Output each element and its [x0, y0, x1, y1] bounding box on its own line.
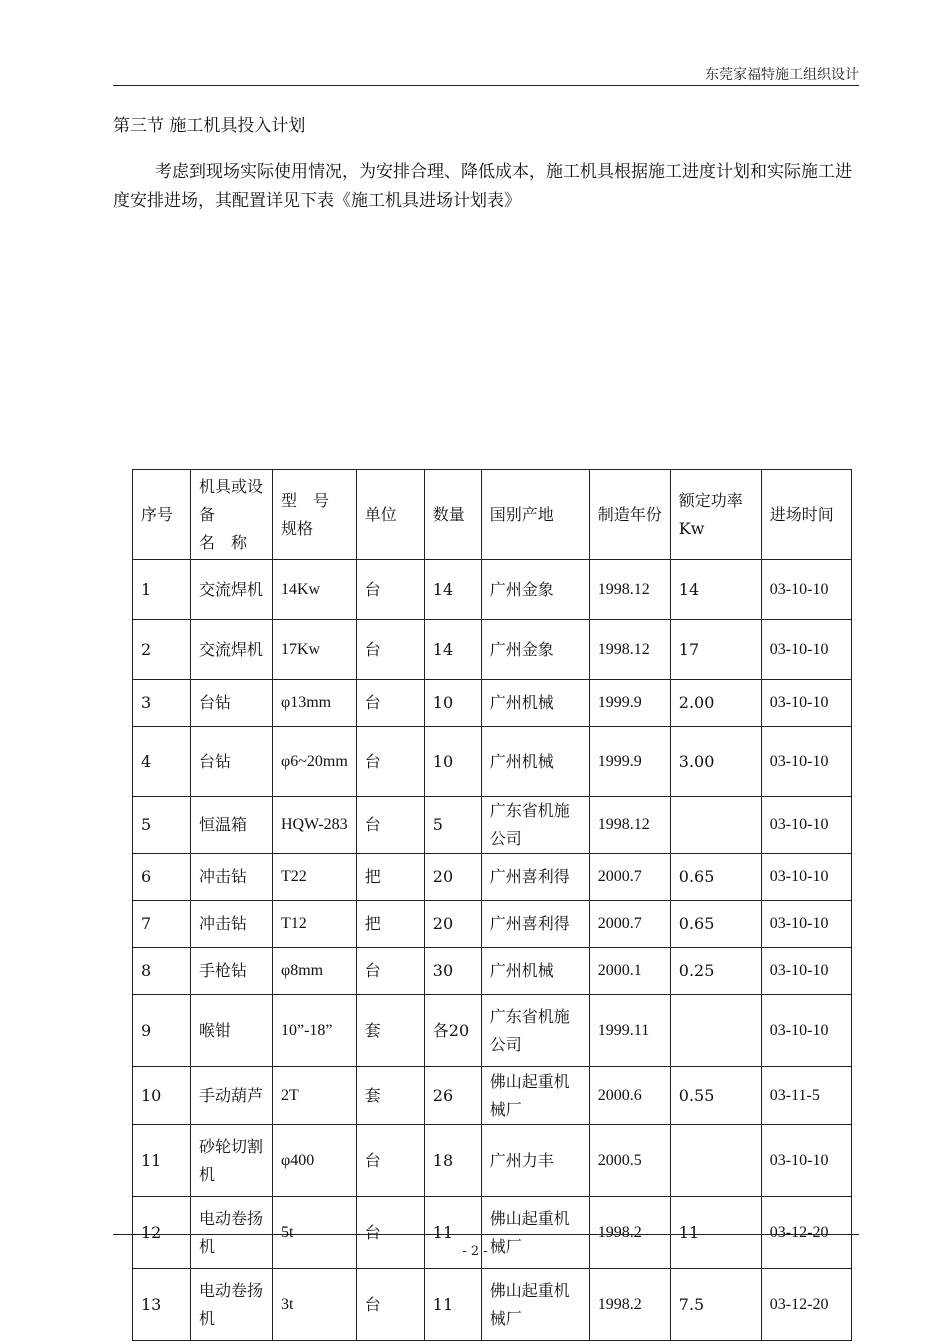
cell-model: 3t — [273, 1269, 357, 1341]
table-row — [133, 797, 852, 854]
cell-origin: 广州机械 — [481, 680, 589, 727]
header-year: 制造年份 — [589, 470, 670, 560]
cell-year: 1998.12 — [589, 560, 670, 620]
cell-origin: 广州力丰 — [481, 1125, 589, 1197]
cell-name: 砂轮切割机 — [191, 1125, 273, 1197]
cell-name: 交流焊机 — [191, 560, 273, 620]
table-row — [133, 680, 852, 727]
cell-power — [670, 1125, 761, 1197]
cell-model: T12 — [273, 901, 357, 948]
cell-origin: 广州喜利得 — [481, 854, 589, 901]
cell-power: 11 — [670, 1197, 761, 1269]
cell-entry-date: 03-10-10 — [761, 1125, 851, 1197]
table-row — [133, 560, 852, 620]
page-number: - 2 - — [462, 1244, 488, 1259]
cell-power: 0.55 — [670, 1067, 761, 1125]
cell-unit: 台 — [356, 680, 424, 727]
cell-name: 恒温箱 — [191, 797, 273, 854]
table-row — [133, 854, 852, 901]
cell-year: 2000.1 — [589, 948, 670, 995]
cell-entry-date: 03-10-10 — [761, 995, 851, 1067]
cell-qty: 14 — [424, 560, 481, 620]
cell-name: 电动卷扬机 — [191, 1269, 273, 1341]
header-power: 额定功率 Kw — [670, 470, 761, 560]
cell-qty: 20 — [424, 901, 481, 948]
cell-entry-date: 03-10-10 — [761, 797, 851, 854]
cell-origin: 广州机械 — [481, 948, 589, 995]
cell-name: 冲击钻 — [191, 901, 273, 948]
cell-year: 2000.7 — [589, 854, 670, 901]
cell-seq: 4 — [133, 727, 191, 797]
cell-origin: 广州金象 — [481, 560, 589, 620]
cell-name: 喉钳 — [191, 995, 273, 1067]
cell-model: 17Kw — [273, 620, 357, 680]
cell-year: 1999.9 — [589, 680, 670, 727]
table-row — [133, 1067, 852, 1125]
cell-entry-date: 03-10-10 — [761, 560, 851, 620]
cell-unit: 台 — [356, 948, 424, 995]
cell-origin: 广州金象 — [481, 620, 589, 680]
cell-unit: 把 — [356, 901, 424, 948]
cell-seq: 13 — [133, 1269, 191, 1341]
cell-name: 手枪钻 — [191, 948, 273, 995]
footer-divider — [113, 1234, 859, 1235]
cell-origin: 佛山起重机械厂 — [481, 1067, 589, 1125]
cell-model: φ6~20mm — [273, 727, 357, 797]
cell-entry-date: 03-10-10 — [761, 620, 851, 680]
cell-name: 冲击钻 — [191, 854, 273, 901]
cell-origin: 佛山起重机械厂 — [481, 1197, 589, 1269]
cell-entry-date: 03-10-10 — [761, 948, 851, 995]
cell-origin: 广州机械 — [481, 727, 589, 797]
cell-seq: 11 — [133, 1125, 191, 1197]
cell-name: 电动卷扬机 — [191, 1197, 273, 1269]
cell-seq: 9 — [133, 995, 191, 1067]
cell-seq: 12 — [133, 1197, 191, 1269]
cell-model: T22 — [273, 854, 357, 901]
cell-entry-date: 03-10-10 — [761, 727, 851, 797]
cell-seq: 1 — [133, 560, 191, 620]
cell-origin: 广东省机施公司 — [481, 797, 589, 854]
cell-qty: 5 — [424, 797, 481, 854]
cell-unit: 台 — [356, 1269, 424, 1341]
header-name: 机具或设备 名 称 — [191, 470, 273, 560]
cell-entry-date: 03-10-10 — [761, 680, 851, 727]
cell-model: 10”-18” — [273, 995, 357, 1067]
cell-model: 5t — [273, 1197, 357, 1269]
cell-unit: 台 — [356, 620, 424, 680]
cell-power: 0.65 — [670, 901, 761, 948]
table-header-row — [133, 470, 852, 560]
cell-model: 14Kw — [273, 560, 357, 620]
cell-name: 交流焊机 — [191, 620, 273, 680]
cell-seq: 10 — [133, 1067, 191, 1125]
cell-unit: 套 — [356, 995, 424, 1067]
cell-qty: 11 — [424, 1197, 481, 1269]
cell-entry-date: 03-12-20 — [761, 1197, 851, 1269]
cell-name: 台钻 — [191, 680, 273, 727]
cell-qty: 18 — [424, 1125, 481, 1197]
cell-year: 1998.2 — [589, 1197, 670, 1269]
cell-power: 0.65 — [670, 854, 761, 901]
header-unit: 单位 — [356, 470, 424, 560]
cell-entry-date: 03-11-5 — [761, 1067, 851, 1125]
header-origin: 国别产地 — [481, 470, 589, 560]
cell-power: 0.25 — [670, 948, 761, 995]
cell-year: 2000.7 — [589, 901, 670, 948]
cell-power: 17 — [670, 620, 761, 680]
cell-model: φ400 — [273, 1125, 357, 1197]
cell-power — [670, 995, 761, 1067]
table-row — [133, 620, 852, 680]
table-row — [133, 948, 852, 995]
cell-unit: 台 — [356, 1197, 424, 1269]
cell-qty: 30 — [424, 948, 481, 995]
cell-qty: 11 — [424, 1269, 481, 1341]
cell-qty: 10 — [424, 680, 481, 727]
cell-seq: 7 — [133, 901, 191, 948]
cell-entry-date: 03-10-10 — [761, 901, 851, 948]
cell-seq: 2 — [133, 620, 191, 680]
cell-seq: 5 — [133, 797, 191, 854]
cell-power — [670, 797, 761, 854]
cell-origin: 广州喜利得 — [481, 901, 589, 948]
cell-year: 1999.9 — [589, 727, 670, 797]
cell-unit: 套 — [356, 1067, 424, 1125]
cell-seq: 3 — [133, 680, 191, 727]
cell-name: 台钻 — [191, 727, 273, 797]
cell-year: 1998.2 — [589, 1269, 670, 1341]
header-model: 型 号 规格 — [273, 470, 357, 560]
cell-power: 3.00 — [670, 727, 761, 797]
cell-unit: 把 — [356, 854, 424, 901]
cell-power: 7.5 — [670, 1269, 761, 1341]
header-divider — [113, 85, 859, 86]
cell-year: 1998.12 — [589, 797, 670, 854]
cell-year: 1998.12 — [589, 620, 670, 680]
cell-qty: 10 — [424, 727, 481, 797]
cell-model: φ8mm — [273, 948, 357, 995]
cell-unit: 台 — [356, 560, 424, 620]
equipment-plan-table — [132, 469, 852, 1341]
cell-entry-date: 03-10-10 — [761, 854, 851, 901]
cell-model: φ13mm — [273, 680, 357, 727]
cell-qty: 各20 — [424, 995, 481, 1067]
cell-origin: 广东省机施公司 — [481, 995, 589, 1067]
header-seq: 序号 — [133, 470, 191, 560]
cell-qty: 26 — [424, 1067, 481, 1125]
header-entry-date: 进场时间 — [761, 470, 851, 560]
cell-unit: 台 — [356, 727, 424, 797]
cell-seq: 6 — [133, 854, 191, 901]
document-header-title: 东莞家福特施工组织设计 — [705, 67, 859, 83]
cell-year: 1999.11 — [589, 995, 670, 1067]
cell-year: 2000.6 — [589, 1067, 670, 1125]
header-qty: 数量 — [424, 470, 481, 560]
table-row — [133, 995, 852, 1067]
table-row — [133, 1125, 852, 1197]
section-title: 第三节 施工机具投入计划 — [113, 116, 306, 136]
cell-unit: 台 — [356, 1125, 424, 1197]
cell-name: 手动葫芦 — [191, 1067, 273, 1125]
cell-model: HQW-283 — [273, 797, 357, 854]
cell-qty: 14 — [424, 620, 481, 680]
cell-power: 2.00 — [670, 680, 761, 727]
cell-seq: 8 — [133, 948, 191, 995]
cell-qty: 20 — [424, 854, 481, 901]
cell-year: 2000.5 — [589, 1125, 670, 1197]
intro-paragraph: 考虑到现场实际使用情况，为安排合理、降低成本，施工机具根据施工进度计划和实际施工进度安排进场，其配置详见下表《施工机具进场计划表》 — [113, 162, 852, 211]
cell-model: 2T — [273, 1067, 357, 1125]
cell-unit: 台 — [356, 797, 424, 854]
table-row — [133, 901, 852, 948]
cell-entry-date: 03-12-20 — [761, 1269, 851, 1341]
cell-origin: 佛山起重机械厂 — [481, 1269, 589, 1341]
table-row — [133, 727, 852, 797]
table-row — [133, 1269, 852, 1341]
cell-power: 14 — [670, 560, 761, 620]
